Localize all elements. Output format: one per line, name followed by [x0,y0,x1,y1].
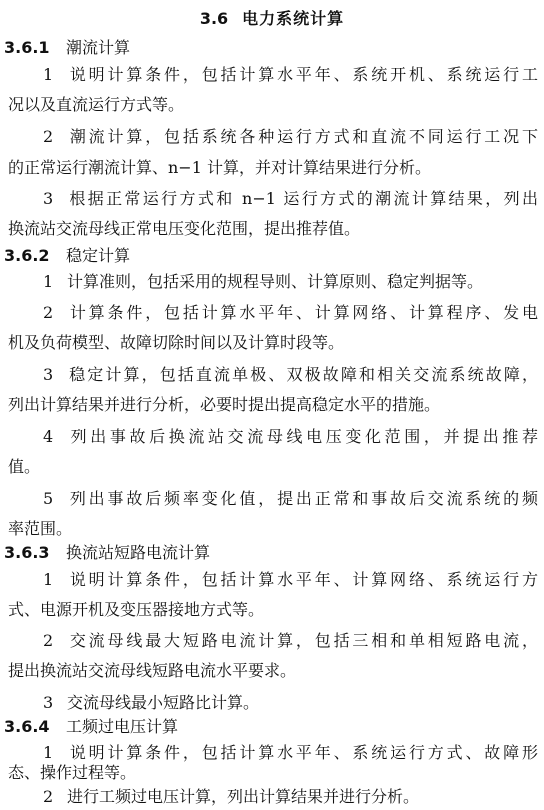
item-number: 2 [43,303,54,322]
paragraph-line [8,599,538,621]
section-heading [4,37,540,59]
item-number: 4 [43,427,54,446]
line-text: 式、电源开机及变压器接地方式等。 [8,600,265,619]
line-text: 稳定计算，包括直流单极、双极故障和相关交流系统故障， [67,365,538,384]
item-number: 2 [43,127,54,146]
item-number: 1 [43,272,54,291]
line-text: 率范围。 [8,519,73,538]
paragraph-line [8,762,538,784]
item-number: 1 [43,743,54,762]
paragraph-line [43,692,538,714]
paragraph-line [43,630,538,652]
item-number: 2 [43,631,54,650]
section-name: 稳定计算 [66,246,131,265]
paragraph-line [8,660,538,682]
line-text: 列出事故后换流站交流母线电压变化范围，并提出推荐 [67,427,538,446]
line-text: 列出计算结果并进行分析，必要时提出提高稳定水平的措施。 [8,395,441,414]
line-text: 换流站交流母线正常电压变化范围，提出推荐值。 [8,219,361,238]
line-text: 交流母线最大短路电流计算，包括三相和单相短路电流， [67,631,538,650]
item-number: 1 [43,65,54,84]
section-heading [4,716,540,738]
section-number: 3.6.1 [4,38,50,57]
line-text: 值。 [8,457,41,476]
line-text: 况以及直流运行方式等。 [8,95,185,114]
item-number: 1 [43,570,54,589]
paragraph-line [43,271,538,293]
section-name: 换流站短路电流计算 [66,543,211,562]
paragraph-line [43,188,538,210]
section-number: 3.6.4 [4,717,50,736]
section-heading [4,542,540,564]
paragraph-line [8,394,538,416]
line-text: 计算准则，包括采用的规程导则、计算原则、稳定判据等。 [67,272,484,291]
line-text: 交流母线最小短路比计算。 [67,693,260,712]
paragraph-line [43,126,538,148]
paragraph-line [8,218,538,240]
page-title [0,9,544,29]
item-number: 5 [43,489,54,508]
paragraph-line [8,518,538,540]
line-text: 潮流计算，包括系统各种运行方式和直流不同运行工况下 [67,127,538,146]
line-text: 的正常运行潮流计算、n−1 计算，并对计算结果进行分析。 [8,158,431,177]
paragraph-line [8,157,538,179]
line-text: 列出事故后频率变化值，提出正常和事故后交流系统的频 [67,489,538,508]
paragraph-line [43,742,538,764]
line-text: 计算条件，包括计算水平年、计算网络、计算程序、发电 [67,303,538,322]
line-text: 进行工频过电压计算，列出计算结果并进行分析。 [67,787,420,806]
paragraph-line [43,364,538,386]
item-number: 3 [43,365,54,384]
item-number: 2 [43,787,54,806]
title-number: 3.6 [199,9,229,28]
line-text: 根据正常运行方式和 n−1 运行方式的潮流计算结果，列出 [67,189,538,208]
paragraph-line [43,426,538,448]
paragraph-line [43,302,538,324]
section-name: 工频过电压计算 [66,717,179,736]
line-text: 说明计算条件，包括计算水平年、计算网络、系统运行方 [67,570,538,589]
paragraph-line [43,569,538,591]
paragraph-line [8,332,538,354]
paragraph-line [8,456,538,478]
line-text: 提出换流站交流母线短路电流水平要求。 [8,661,297,680]
section-heading [4,245,540,267]
line-text: 说明计算条件，包括计算水平年、系统运行方式、故障形 [67,743,538,762]
line-text: 机及负荷模型、故障切除时间以及计算时段等。 [8,333,345,352]
paragraph-line [8,94,538,116]
paragraph-line [43,64,538,86]
item-number: 3 [43,693,54,712]
paragraph-line [43,488,538,510]
item-number: 3 [43,189,54,208]
section-number: 3.6.2 [4,246,50,265]
line-text: 说明计算条件，包括计算水平年、系统开机、系统运行工 [67,65,538,84]
title-text: 电力系统计算 [242,9,345,28]
paragraph-line [43,786,538,808]
section-number: 3.6.3 [4,543,50,562]
section-name: 潮流计算 [66,38,131,57]
line-text: 态、操作过程等。 [8,763,137,782]
